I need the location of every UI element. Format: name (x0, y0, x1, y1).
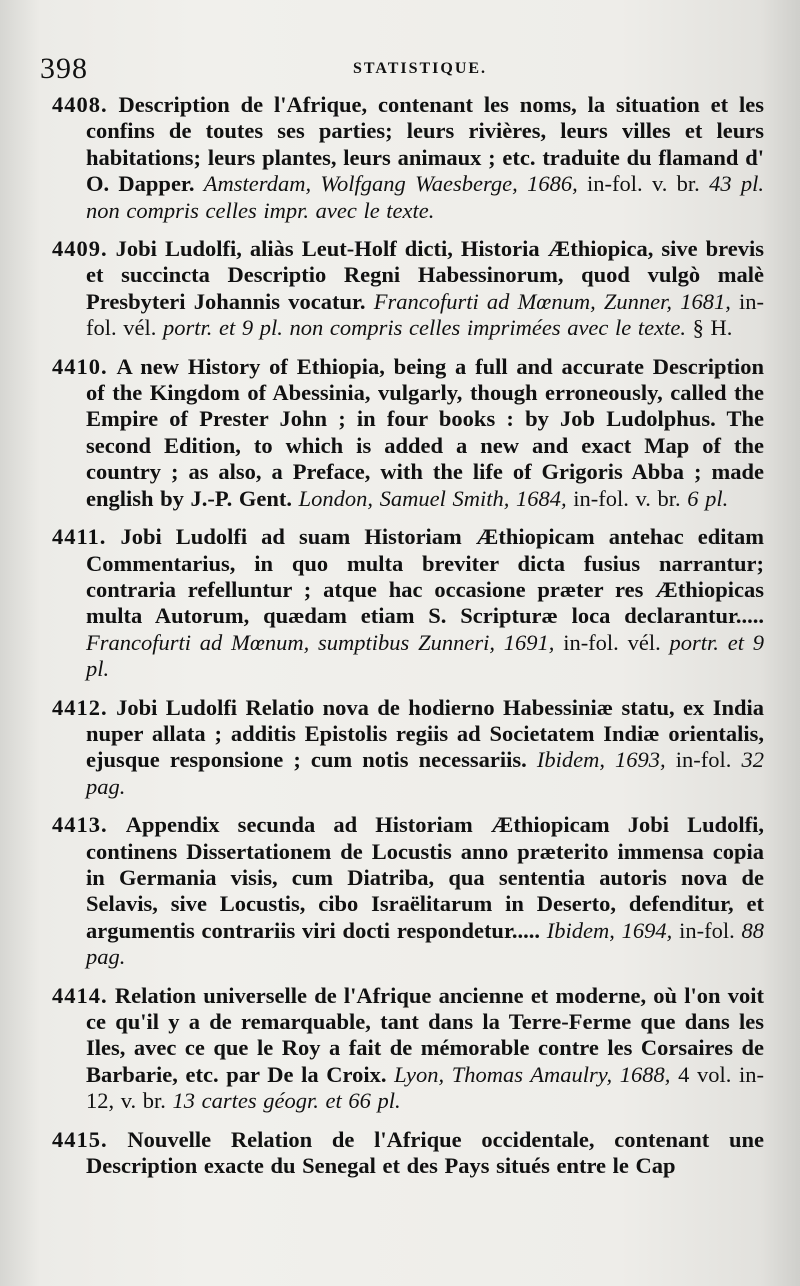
entry-format: 4 vol. in-12, v. br. (86, 1061, 765, 1114)
entry-title: Jobi Ludolfi ad suam Historiam Æthiopicam antehac editam Commentarius, in quo multa breviter dicta fusius narrantur; contraria refelluntur ; atque hac occasione præter res Æthiopicas multa Autorum, quædam etiam S. Scripturæ loca declarantur..... (86, 524, 764, 629)
entry-number: 4410. (52, 353, 108, 379)
entry-title: A new History of Ethiopia, being a full and accurate Description of the Kingdom of Abessinia, vulgarly, though erroneously, called the Empire of Prester John ; in four books : by Job Ludolphus. The second Edition, to which is added a new and exact Map of the country ; as also, a Preface, with the life of Grigoris Abba ; made english by J.-P. Gent. (86, 353, 765, 511)
entry-format: in-fol. vél. (563, 629, 661, 655)
entry-mark: § H. (692, 315, 733, 341)
entry-note: 32 pag. (86, 747, 765, 799)
page-header (40, 52, 760, 92)
entry-imprint: London, Samuel Smith, 1684, (298, 485, 567, 511)
entry-4414 (52, 983, 764, 1115)
bibliography-entries (52, 92, 764, 1191)
entry-title: Jobi Ludolfi Relatio nova de hodierno Habessiniæ statu, ex India nuper allata ; additis Epistolis regiis ad Societatem Indiæ orientalis, ejusque responsione ; cum notis necessariis. (86, 694, 765, 773)
entry-format: in-fol. v. br. (573, 485, 681, 511)
page-number: 398 (40, 52, 88, 85)
entry-4413 (52, 812, 764, 970)
entry-4408 (52, 92, 764, 224)
entry-title: Jobi Ludolfi, aliàs Leut-Holf dicti, Historia Æthiopica, sive brevis et succincta Descriptio Regni Habessinorum, quod vulgò malè Presbyteri Johannis vocatur. (86, 236, 764, 314)
entry-4411 (52, 524, 764, 682)
entry-4410 (52, 354, 764, 512)
entry-number: 4409. (52, 236, 108, 262)
entry-imprint: Amsterdam, Wolfgang Waesberge, 1686, (203, 171, 578, 197)
entry-title: Description de l'Afrique, contenant les noms, la situation et les confins de toutes ses parties; leurs rivières, leurs villes et leurs habitations; leurs plantes, leurs animaux ; etc. traduite du flamand d' O. Dapper. (86, 92, 764, 197)
entry-note: portr. et 9 pl. (86, 629, 764, 682)
entry-imprint: Ibidem, 1693, (536, 747, 666, 773)
entry-imprint: Francofurti ad Mœnum, Zunner, 1681, (373, 288, 731, 314)
entry-imprint: Ibidem, 1694, (546, 917, 673, 943)
entry-title: Relation universelle de l'Afrique ancienne et moderne, où l'on voit ce qu'il y a de remarquable, tant dans la Terre-Ferme que dans les Iles, avec ce que le Roy a fait de mémorable contre les Corsaires de Barbarie, etc. par De la Croix. (86, 982, 764, 1087)
entry-format: in-fol. vél. (86, 288, 765, 341)
entry-4412 (52, 695, 764, 801)
entry-format: in-fol. (675, 747, 732, 773)
entry-4415 (52, 1127, 764, 1180)
entry-note: 88 pag. (86, 917, 765, 970)
entry-number: 4413. (52, 812, 108, 838)
entry-title: Appendix secunda ad Historiam Æthiopicam Jobi Ludolfi, continens Dissertationem de Locustis anno præterito immensa copia in Germania visis, cum Diatriba, qua sententia autoris nova de Selavis, sive Locustis, cibo Israëlitarum in Deserto, defenditur, et argumentis contrariis viri docti respondetur..... (86, 812, 765, 943)
entry-note: 43 pl. non compris celles impr. avec le texte. (86, 171, 765, 223)
entry-imprint: Francofurti ad Mœnum, sumptibus Zunneri, 1691, (86, 629, 555, 655)
entry-note: 13 cartes géogr. et 66 pl. (172, 1088, 401, 1114)
entry-number: 4414. (52, 982, 108, 1008)
running-head: STATISTIQUE. (352, 60, 488, 77)
entry-note: 6 pl. (687, 485, 729, 511)
entry-number: 4415. (52, 1126, 108, 1152)
entry-format: in-fol. (679, 917, 735, 943)
entry-number: 4412. (52, 694, 108, 720)
entry-number: 4411. (52, 524, 107, 550)
entry-title: Nouvelle Relation de l'Afrique occidentale, contenant une Description exacte du Senegal et des Pays situés entre le Cap (86, 1126, 764, 1179)
entry-note: portr. et 9 pl. non compris celles imprimées avec le texte. (162, 315, 686, 341)
entry-number: 4408. (52, 92, 108, 117)
entry-imprint: Lyon, Thomas Amaulry, 1688, (394, 1061, 671, 1087)
entry-4409 (52, 236, 764, 342)
entry-format: in-fol. v. br. (587, 171, 700, 197)
